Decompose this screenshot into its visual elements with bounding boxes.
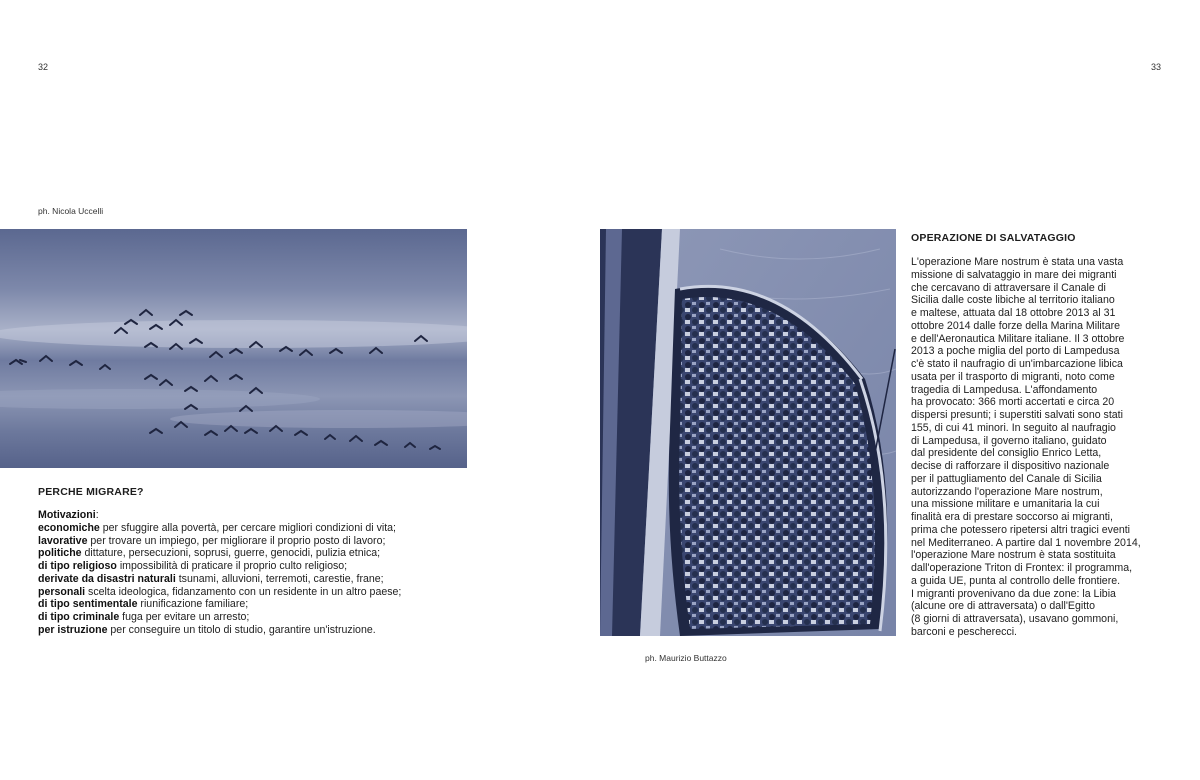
paragraph-line: prima che potessero ripetersi altri tragici eventi — [911, 523, 1131, 536]
paragraph-line: L'operazione Mare nostrum è stata una vasta — [911, 256, 1124, 268]
paragraph-line: tragedia di Lampedusa. L'affondamento — [911, 383, 1098, 396]
paragraph-line: finalità era di prestare soccorso ai migranti, — [911, 511, 1113, 523]
birds-photo — [0, 229, 467, 468]
motivation-text: tsunami, alluvioni, terremoti, carestie, frane; — [175, 572, 384, 585]
motivation-text: riunificazione familiare; — [137, 598, 249, 611]
motivation-text: impossibilità di praticare il proprio culto religioso; — [116, 560, 348, 572]
paragraph-line: I migranti provenivano da due zone: la Libia — [911, 587, 1116, 600]
motivations-block — [38, 509, 468, 637]
migrant-boat-photo — [600, 229, 896, 636]
motivation-text: dittature, persecuzioni, soprusi, guerre, genocidi, pulizia etnica; — [81, 547, 381, 560]
motivation-text: per trovare un impiego, per migliorare il proprio posto di lavoro; — [87, 534, 386, 547]
motivation-term: di tipo criminale — [38, 611, 120, 623]
paragraph-line: decise di rafforzare il dispositivo nazionale — [911, 460, 1110, 472]
paragraph-line: dispersi presunti; i superstiti salvati sono stati — [911, 409, 1123, 421]
paragraph-line: per il pattugliamento del Canale di Sicilia — [911, 472, 1102, 485]
paragraph-line: autorizzando l'operazione Mare nostrum, — [911, 485, 1103, 498]
paragraph-line: a guida UE, punta al controllo delle frontiere. — [911, 574, 1121, 587]
motivation-item — [38, 522, 468, 535]
motivation-term: di tipo sentimentale — [38, 598, 138, 611]
paragraph-line: usata per il trasporto di migranti, noto come — [911, 370, 1115, 383]
motivation-item — [38, 547, 468, 560]
page-number-right: 33 — [1151, 62, 1162, 72]
paragraph-line: barconi e pescherecci. — [911, 625, 1017, 638]
motivation-term: derivate da disastri naturali — [38, 572, 176, 585]
paragraph-line: dall'operazione Triton di Frontex: il programma, — [911, 562, 1133, 574]
motivation-item — [38, 598, 468, 611]
paragraph-line: ottobre 2014 dalle forze della Marina Militare — [911, 319, 1121, 332]
paragraph-line: dal presidente del consiglio Enrico Letta, — [911, 447, 1102, 460]
photo-credit-right: ph. Maurizio Buttazzo — [645, 653, 727, 663]
motivation-term: per istruzione — [38, 623, 108, 636]
motivation-item — [38, 624, 468, 637]
paragraph-line: e maltese, attuata dal 18 ottobre 2013 al 31 — [911, 307, 1116, 319]
motivation-text: per sfuggire alla povertà, per cercare migliori condizioni di vita; — [99, 521, 397, 534]
motivation-item — [38, 560, 468, 573]
paragraph-line: (alcune ore di attraversata) o dall'Egitto — [911, 600, 1095, 613]
paragraph-line: ha provocato: 366 morti accertati e circa 20 — [911, 396, 1115, 409]
paragraph-line: 2013 a poche miglia del porto di Lampedusa — [911, 345, 1120, 358]
motivation-item — [38, 573, 468, 586]
paragraph-line: missione di salvataggio in mare dei migranti — [911, 268, 1117, 281]
section-title-left: PERCHE MIGRARE? — [38, 486, 144, 498]
motivations-heading: Motivazioni — [38, 509, 96, 521]
operation-paragraph — [911, 256, 1171, 639]
paragraph-line: Sicilia dalle coste libiche al territorio italiano — [911, 294, 1115, 307]
paragraph-line: nel Mediterraneo. A partire dal 1 novembre 2014, — [911, 536, 1141, 549]
page-number-left: 32 — [38, 62, 49, 72]
motivation-term: lavorative — [38, 534, 88, 547]
motivation-item — [38, 535, 468, 548]
paragraph-line: l'operazione Mare nostrum è stata sostituita — [911, 549, 1116, 562]
motivation-text: fuga per evitare un arresto; — [119, 611, 250, 623]
paragraph-line: 155, di cui 41 minori. In seguito al naufragio — [911, 421, 1116, 434]
motivation-term: di tipo religioso — [38, 560, 117, 572]
motivation-item — [38, 586, 468, 599]
motivation-item — [38, 611, 468, 624]
paragraph-line: e dell'Aeronautica Militare italiane. Il 3 ottobre — [911, 332, 1125, 345]
motivations-heading-line — [38, 509, 468, 522]
paragraph-line: c'è stato il naufragio di un'imbarcazione libica — [911, 358, 1123, 370]
paragraph-line: (8 giorni di attraversata), usavano gommoni, — [911, 613, 1119, 625]
photo-credit-left: ph. Nicola Uccelli — [38, 206, 104, 216]
motivations-colon: : — [95, 509, 99, 521]
motivation-term: personali — [38, 585, 86, 598]
section-title-right: OPERAZIONE DI SALVATAGGIO — [911, 232, 1076, 244]
motivation-text: per conseguire un titolo di studio, garantire un'istruzione. — [107, 623, 376, 636]
paragraph-line: una missione militare e umanitaria la cui — [911, 498, 1100, 511]
motivation-term: economiche — [38, 521, 100, 534]
paragraph-line: di Lampedusa, il governo italiano, guidato — [911, 434, 1107, 447]
paragraph-line: che cercavano di attraversare il Canale di — [911, 281, 1106, 294]
motivation-text: scelta ideologica, fidanzamento con un residente in un altro paese; — [85, 585, 402, 598]
motivation-term: politiche — [38, 547, 82, 560]
